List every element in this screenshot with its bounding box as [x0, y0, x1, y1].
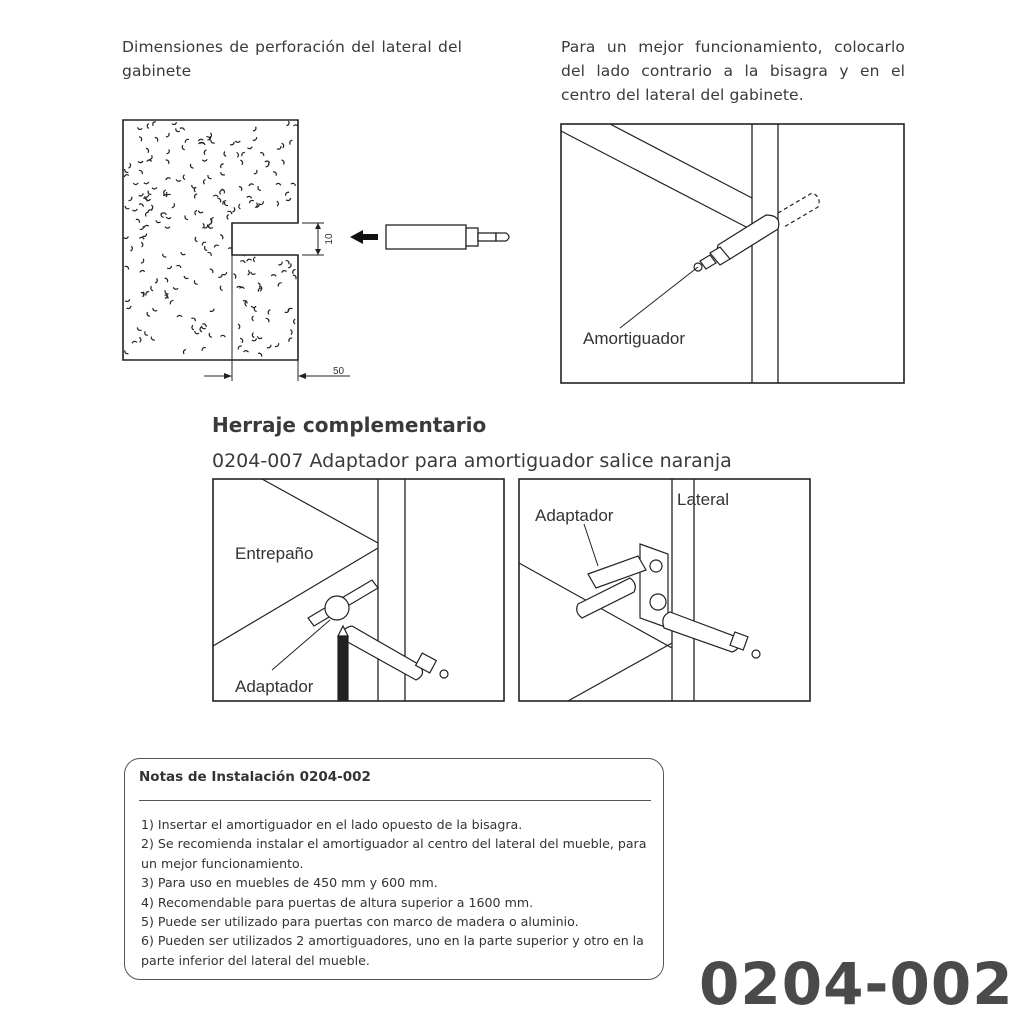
- section-heading: Herraje complementario: [212, 413, 487, 437]
- insert-arrow-icon: [350, 230, 378, 244]
- particle-board: [124, 121, 299, 357]
- notes-title: Notas de Instalación 0204-002: [139, 769, 371, 785]
- notes-divider: [139, 800, 651, 801]
- drilling-caption: Dimensiones de perforación del lateral del gabinete: [122, 38, 462, 80]
- screwdriver-icon: [338, 626, 348, 700]
- notes-item: 4) Recomendable para puertas de altura superior a 1600 mm.: [141, 894, 534, 910]
- placement-caption: Para un mejor funcionamiento, colocarlo del lado contrario a la bisagra y en el centro del lateral del gabinete.: [561, 38, 905, 104]
- damper-part: [386, 225, 509, 249]
- drilling-diagram: [118, 115, 518, 390]
- installation-notes: [124, 758, 664, 980]
- notes-item: 2) Se recomienda instalar el amortiguador al centro del lateral del mueble, para un mejor funcionamiento.: [141, 836, 647, 871]
- notes-item: 5) Puede ser utilizado para puertas con marco de madera o aluminio.: [141, 914, 579, 930]
- section-subheading: 0204-007 Adaptador para amortiguador salice naranja: [212, 450, 732, 472]
- adapter-label-left: Adaptador: [235, 677, 314, 696]
- dim-height-label: 10: [324, 233, 335, 245]
- notes-item: 3) Para uso en muebles de 450 mm y 600 mm.: [141, 875, 438, 891]
- placement-diagram: [560, 123, 906, 385]
- notes-list: [141, 815, 656, 970]
- adapter-shelf-diagram: [212, 478, 506, 703]
- product-code: 0204-002: [699, 950, 1014, 1018]
- adapter-side-diagram: [518, 478, 812, 703]
- shelf-label: Entrepaño: [235, 544, 314, 563]
- damper-label: Amortiguador: [583, 329, 686, 348]
- notes-item: 6) Pueden ser utilizados 2 amortiguadores, uno en la parte superior y otro en la parte inferior del lateral del mueble.: [141, 933, 644, 968]
- dim-width-label: 50: [333, 366, 345, 377]
- notes-item: 1) Insertar el amortiguador en el lado opuesto de la bisagra.: [141, 817, 523, 832]
- adapter-label-right: Adaptador: [535, 506, 614, 525]
- side-label: Lateral: [677, 490, 729, 509]
